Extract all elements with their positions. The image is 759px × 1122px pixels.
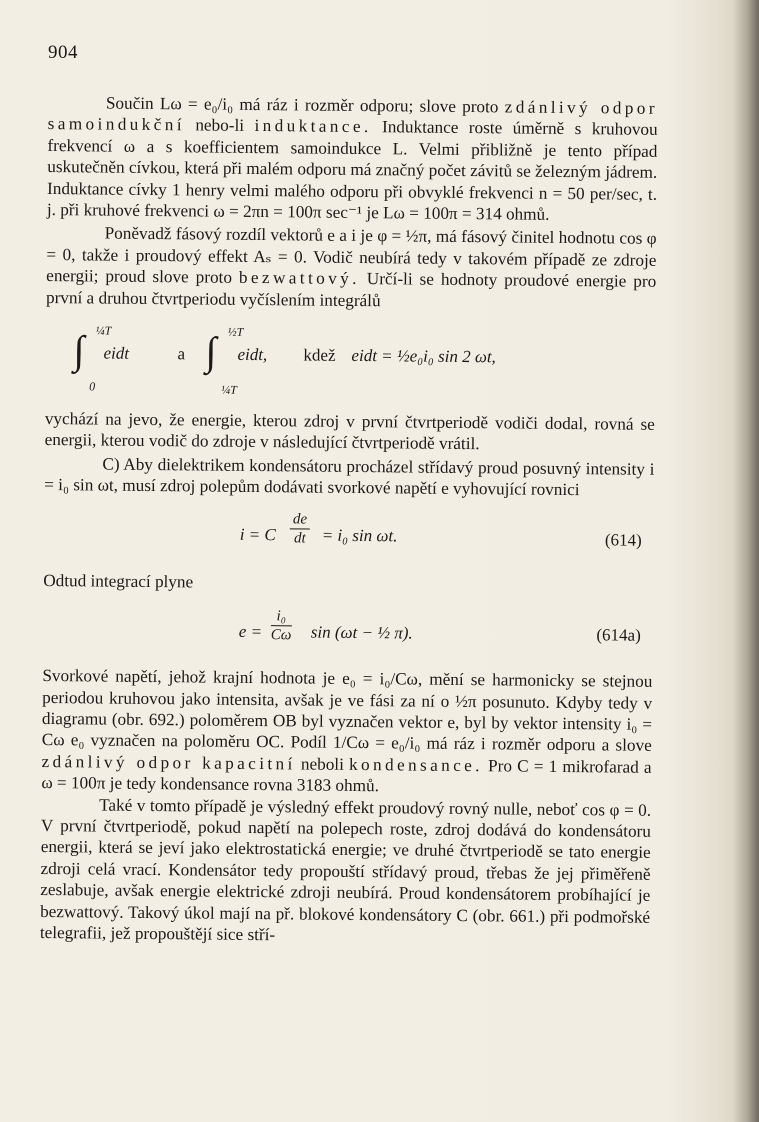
spaced-term: induktance. <box>254 116 372 137</box>
spaced-term: zdánlivý odpor kapacitní <box>41 751 296 774</box>
integrand-relation: eidt = ½e₀i₀ sin 2 ωt, <box>351 345 496 367</box>
paragraph-wattless: Také v tomto případě je výsledný effekt proudový rovný nulle, neboť cos φ = 0. V první čtvrtperiodě, pokud napětí na polepech roste, zdroj dodává do kondensátoru energii, která se jeví jako elektrostatická energie; ve druhé čtvrtperiodě se tato energie zdroji celá vrací. Kondensátor tedy propouští střídavý proud, třebas že jej přiměřeně zeslabuje, avšak energie elektrické zdroji neubírá. Proud kondensátorem probíhající je bezwattový. Takový úkol mají na př. blokové kondensátory C (obr. 661.) při podmořské telegrafii, jež propouštějí sice stří- <box>39 795 652 945</box>
integral-lower-limit: 0 <box>89 379 96 394</box>
spaced-term: zdánlivý odpor samoindukční <box>47 97 658 135</box>
integral-upper-limit: ¼T <box>95 323 112 338</box>
paragraph-integration: Odtud integrací plyne <box>43 570 194 592</box>
fraction: $\frac{\text{i₀}}{C\omega}$ <box>270 608 292 644</box>
body-text <box>40 92 658 949</box>
integral-lower-limit: ¼T <box>221 382 237 397</box>
integral-sign: ∫ <box>73 327 85 373</box>
where-word: kdež <box>303 345 336 365</box>
page-number: 904 <box>48 42 78 63</box>
fraction: $\frac{de}{dt}$ <box>290 510 311 547</box>
integral-formula <box>45 316 656 408</box>
book-spine-shadow <box>733 0 759 1122</box>
integrand: eidt <box>103 343 130 363</box>
equation-number: (614) <box>604 530 642 550</box>
equation-614: i = C $\frac{de}{dt}$ = i₀ sin ωt. (614) <box>239 511 642 550</box>
equation-number: (614a) <box>596 625 641 645</box>
spaced-term: kondensance. <box>348 754 484 775</box>
spaced-term: bezwattový. <box>238 268 360 289</box>
integrand: eidt, <box>237 344 268 365</box>
equation-614a: e = $\frac{\text{i₀}}{C\omega}$ sin (ωt − ½ π). (614a) <box>238 608 641 645</box>
integral-upper-limit: ½T <box>227 324 244 339</box>
paragraph-kondensance: Svorkové napětí, jehož krajní hodnota je e₀ = i₀/Cω, mění se harmonicky se stejnou periodou kruhovou jako intensita, avšak je ve fási za ní o ½π posunuto. Kdyby tedy v diagramu (obr. 692.) poloměrem OB byl vyznačen vektor e, byl by vektor intensity i₀ = Cω e₀ vyznačen na poloměru OC. Podíl 1/Cω = e₀/i₀ má ráz i rozměr odporu a slove zdánlivý odpor kapacitní neboli kondensance. Pro C = 1 mikrofarad a ω = 100π je tedy kondensance rovna 3183 ohmů. <box>41 666 653 796</box>
conjunction: a <box>177 344 186 364</box>
paragraph-phase: Poněvadž fásový rozdíl vektorů e a i je φ = ½π, má fásový činitel hodnotu cos φ = 0, takže i proudový effekt Aₛ = 0. Vodič neubírá tedy v takovém případě ze zdroje energii; proud slove proto bezwattový. Určí-li se hodnoty proudové energie pro první a druhou čtvrtperiodu vyčíslením integrálů <box>45 223 657 310</box>
paragraph-capacitor: C) Aby dielektrikem kondensátoru procházel střídavý proud posuvný intensity i = i₀ sin ωt, musí zdroj polepům dodávati svorkové napětí e vyhovující rovnici <box>44 454 655 500</box>
integral-sign: ∫ <box>205 328 217 374</box>
paragraph-induktance: Součin Lω = e₀/i₀ má ráz i rozměr odporu; slove proto zdánlivý odpor samoindukční nebo-li induktance. Induktance roste úměrně s kruhovou frekvencí ω a s koefficientem samoindukce L. Velmi přibližně je tento případ uskutečněn cívkou, která při malém odporu má značný počet závitů se železným jádrem. Induktance cívky 1 henry velmi malého odporu při obvyklé frekvenci n = 50 per/sec, t. j. při kruhové frekvenci ω = 2πn = 100π sec⁻¹ je Lω = 100π = 314 ohmů. <box>46 93 658 224</box>
paragraph-energy: vychází na jevo, že energie, kterou zdroj v první čtvrtperiodě vodiči dodal, rovná se energii, kterou vodič do zdroje v následující čtvrtperiodě vrátil. <box>44 409 655 454</box>
